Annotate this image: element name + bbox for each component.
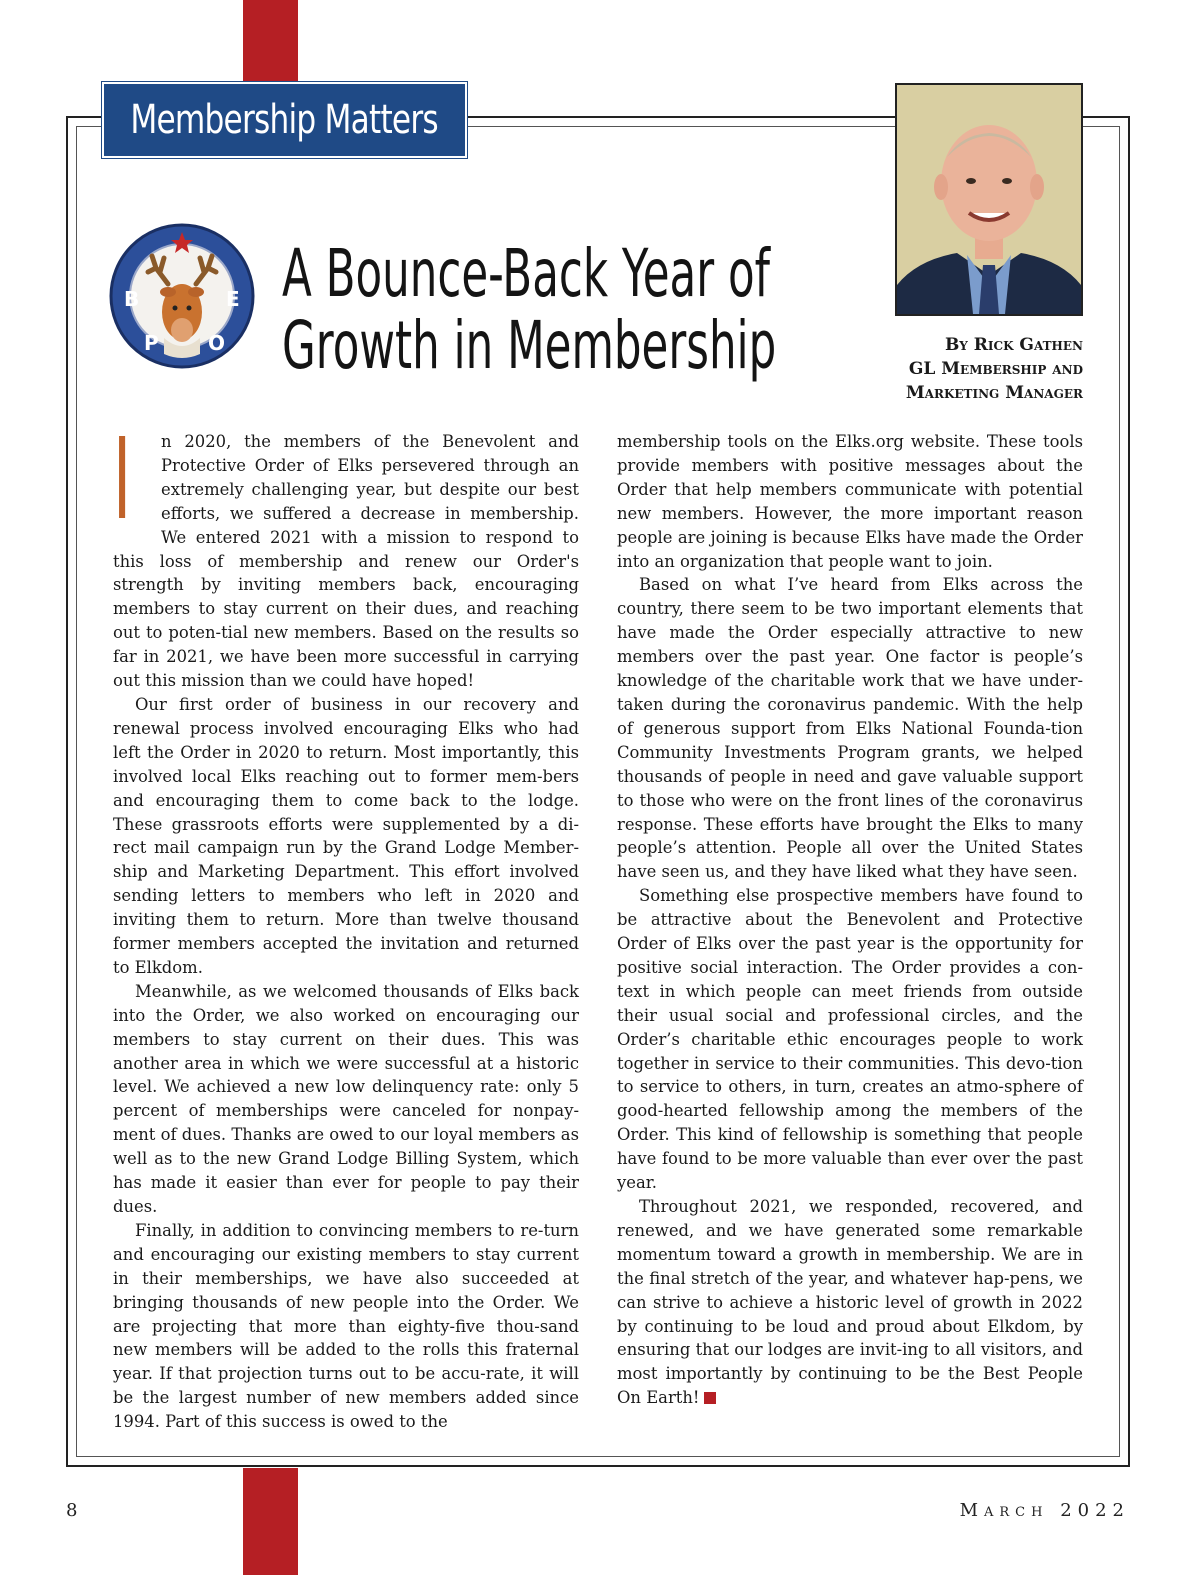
author-photo (895, 83, 1083, 316)
paragraph (113, 415, 579, 693)
byline-title-1: GL Membership and (908, 359, 1083, 379)
paragraph-text: Throughout 2021, we responded, recovered, and renewed, and we have generated some remarkable momentum toward a growth in membership. We are in the final stretch of the year, and whatever hap-pens, we can strive to achieve a historic level of growth in 2022 by continuing to be loud and proud about Elkdom, by ensuring that our lodges are invit-ing to all visitors, and most importantly by continuing to be the Best People On Earth! (617, 1197, 1083, 1408)
bpoe-elk-logo-icon (108, 222, 256, 370)
logo-letter-o: O (208, 331, 226, 355)
paragraph: Based on what I’ve heard from Elks across the country, there seem to be two important elements that have made the Order especially attractive to new members over the past year. One factor is people’s knowledge of the charitable work that we have under-taken during the coronavirus pandemic. With the help of generous support from Elks National Founda-tion Community Investments Program grants, we helped thousands of people in need and gave valuable support to those who were on the front lines of the coronavirus response. These efforts have brought the Elks to many people’s attention. People all over the United States have seen us, and they have liked what they have seen. (617, 575, 1083, 882)
headline-line-2: Growth in Membership (282, 307, 777, 384)
issue-date: March 2022 (959, 1500, 1130, 1521)
paragraph (617, 1195, 1083, 1410)
headline-line-1: A Bounce-Back Year of (282, 235, 770, 312)
logo-letter-p: P (144, 331, 159, 355)
byline (906, 333, 1083, 405)
paragraph: membership tools on the Elks.org website. These tools provide members with positive messages about the Order that help members communicate with potential new members. However, the more important reason people are joining is because Elks have made the Order into an organization that people want to join. (617, 432, 1083, 571)
byline-author: By Rick Gathen (944, 335, 1083, 355)
end-of-article-icon (704, 1392, 716, 1404)
article-headline (282, 235, 777, 384)
logo-letter-e: E (226, 287, 240, 311)
section-header (102, 82, 467, 158)
paragraph: Finally, in addition to convincing members to re-turn and encouraging our existing members to stay current in their memberships, we have also succeeded at bringing thousands of new people into the Order. We are projecting that more than eighty-five thou-sand new members will be added to the rolls this fraternal year. If that projection turns out to be accu-rate, it will be the largest number of new members added since 1994. Part of this success is owed to the (113, 1220, 579, 1432)
article-column-right (617, 430, 1083, 1410)
page-number: 8 (66, 1500, 78, 1521)
article-column-left (113, 415, 579, 1434)
byline-title-2: Marketing Manager (905, 383, 1083, 403)
red-accent-bar-bottom (243, 1468, 298, 1575)
section-title: Membership Matters (130, 97, 439, 143)
drop-cap: I (113, 415, 132, 545)
paragraph: Something else prospective members have found to be attractive about the Benevolent and Protective Order of Elks over the past year is the opportunity for positive social interaction. The Order provides a con-text in which people can meet friends from outside their usual social and professional circles, and the Order’s charitable ethic encourages people to work together in service to their communities. This devo-tion to service to others, in turn, creates an atmo-sphere of good-hearted fellowship among the members of the Order. This kind of fellowship is something that people have found to be more valuable than ever over the past year. (617, 886, 1083, 1193)
paragraph-text: n 2020, the members of the Benevolent and Protective Order of Elks persevered through an extremely challenging year, but despite our best efforts, we suffered a decrease in membership. We entered 2021 with a mission to respond to this loss of membership and renew our Order's strength by inviting members back, encouraging members to stay current on their dues, and reaching out to poten-tial new members. Based on the results so far in 2021, we have been more successful in carrying out this mission than we could have hoped! (113, 432, 579, 691)
paragraph: Our first order of business in our recovery and renewal process involved encouraging Elks who had left the Order in 2020 to return. Most importantly, this involved local Elks reaching out to former mem-bers and encouraging them to come back to the lodge. These grassroots efforts were supplemented by a di-rect mail campaign run by the Grand Lodge Member-ship and Marketing Department. This effort involved sending letters to members who left in 2020 and inviting them to return. More than twelve thousand former members accepted the invitation and returned to Elkdom. (113, 694, 579, 977)
paragraph: Meanwhile, as we welcomed thousands of Elks back into the Order, we also worked on encouraging our members to stay current on their dues. This was another area in which we were successful at a historic level. We achieved a new low delinquency rate: only 5 percent of memberships were canceled for nonpay-ment of dues. Thanks are owed to our loyal members as well as to the new Grand Lodge Billing System, which has made it easier than ever for people to pay their dues. (113, 981, 579, 1216)
logo-letter-b: B (124, 287, 140, 311)
